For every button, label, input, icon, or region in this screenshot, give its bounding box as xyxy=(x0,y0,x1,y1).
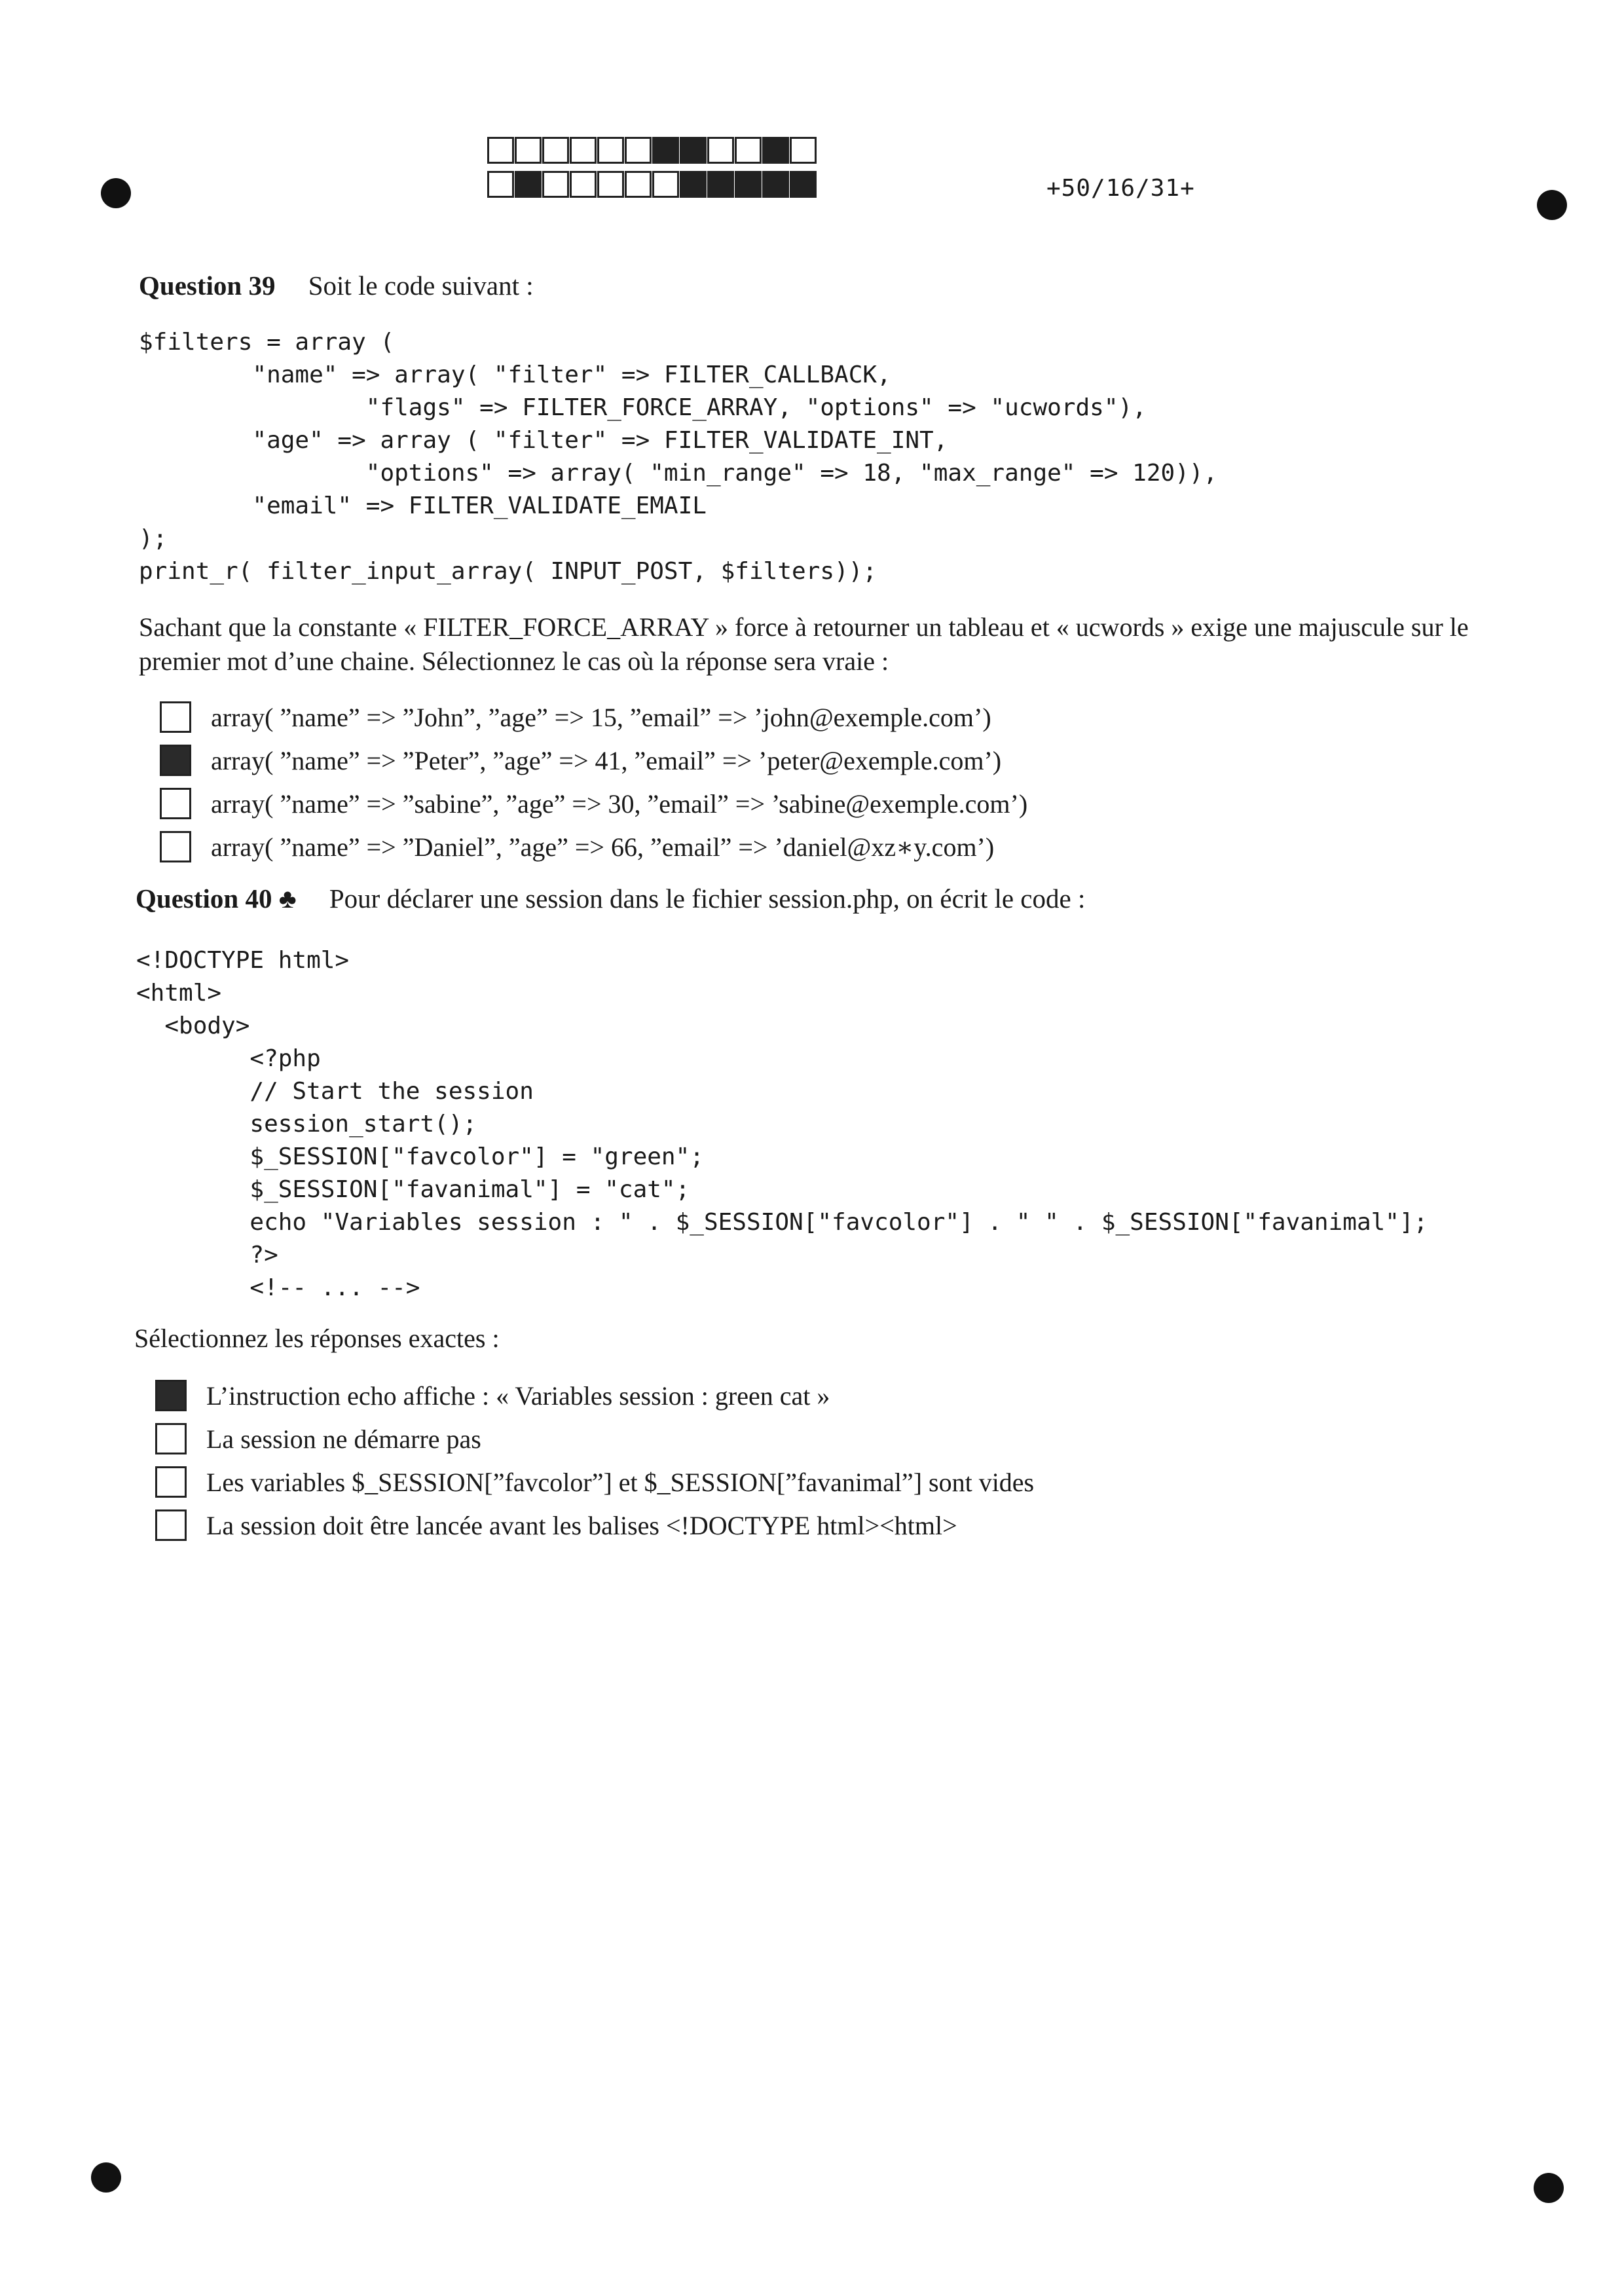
code-box xyxy=(487,171,514,198)
answer-text: array( ”name” => ”Peter”, ”age” => 41, ”email” => ’peter@exemple.com’) xyxy=(211,745,1002,775)
answer-text: La session doit être lancée avant les balises <!DOCTYPE html><html> xyxy=(206,1510,957,1540)
code-box xyxy=(515,171,542,198)
answer-text: L’instruction echo affiche : « Variables session : green cat » xyxy=(206,1380,830,1411)
answer-item[interactable] xyxy=(155,1374,1034,1417)
id-code-row-2 xyxy=(487,171,817,198)
answer-item[interactable] xyxy=(160,782,1027,825)
code-box xyxy=(762,137,789,164)
question-39-label: Question 39 xyxy=(139,270,276,301)
code-box xyxy=(597,171,624,198)
answer-checkbox[interactable] xyxy=(155,1423,187,1454)
code-box xyxy=(735,137,762,164)
code-box xyxy=(652,137,679,164)
answer-item[interactable] xyxy=(155,1417,1034,1460)
code-box xyxy=(790,137,817,164)
answer-text: Les variables $_SESSION[”favcolor”] et $_SESSION[”favanimal”] sont vides xyxy=(206,1467,1035,1497)
code-box xyxy=(625,171,652,198)
registration-mark-bottom-right xyxy=(1534,2173,1564,2203)
question-39-heading xyxy=(139,270,534,301)
answer-item[interactable] xyxy=(160,695,1027,739)
question-39-answers xyxy=(160,695,1027,868)
code-box xyxy=(762,171,789,198)
answer-checkbox[interactable] xyxy=(155,1466,187,1498)
code-box xyxy=(707,171,734,198)
question-39-code: $filters = array ( "name" => array( "filter" => FILTER_CALLBACK, "flags" => FILTER_FORCE_ARRAY, "options" => "ucwords"), "age" => array ( "filter" => FILTER_VALIDATE_INT, "options" => array( "min_range" => 18, "max_range" => 120)), "email" => FILTER_VALIDATE_EMAIL ); print_r( filter_input_array( INPUT_POST, $filters)); xyxy=(139,329,1218,585)
question-40-label: Question 40 ♣ xyxy=(136,883,297,914)
registration-mark-top-right xyxy=(1537,190,1567,220)
code-box xyxy=(570,137,597,164)
question-40-prompt: Pour déclarer une session dans le fichier session.php, on écrit le code : xyxy=(329,883,1086,914)
answer-checkbox[interactable] xyxy=(160,831,191,862)
code-box xyxy=(570,171,597,198)
code-box xyxy=(625,137,652,164)
question-40-instruction: Sélectionnez les réponses exactes : xyxy=(134,1324,500,1353)
code-box xyxy=(707,137,734,164)
code-box xyxy=(515,137,542,164)
code-box xyxy=(652,171,679,198)
answer-checkbox[interactable] xyxy=(160,701,191,733)
answer-text: array( ”name” => ”sabine”, ”age” => 30, ”email” => ’sabine@exemple.com’) xyxy=(211,788,1028,819)
answer-text: array( ”name” => ”Daniel”, ”age” => 66, ”email” => ’daniel@xz∗y.com’) xyxy=(211,832,995,862)
code-box xyxy=(542,137,569,164)
sheet-id: +50/16/31+ xyxy=(1046,175,1195,202)
code-box xyxy=(680,137,707,164)
answer-checkbox[interactable] xyxy=(160,745,191,776)
question-40-heading xyxy=(136,883,1085,914)
code-box xyxy=(597,137,624,164)
answer-checkbox[interactable] xyxy=(160,788,191,819)
answer-item[interactable] xyxy=(160,825,1027,868)
answer-item[interactable] xyxy=(160,739,1027,782)
code-box xyxy=(790,171,817,198)
question-39-prompt: Soit le code suivant : xyxy=(308,270,534,301)
answer-checkbox[interactable] xyxy=(155,1509,187,1541)
question-39-description: Sachant que la constante « FILTER_FORCE_ARRAY » force à retourner un tableau et « ucwords » exige une majuscule sur le premier mot d’une chaine. Sélectionnez le cas où la réponse sera vraie : xyxy=(139,612,1469,676)
registration-mark-top-left xyxy=(101,178,131,208)
registration-mark-bottom-left xyxy=(91,2162,121,2193)
code-box xyxy=(680,171,707,198)
answer-text: array( ”name” => ”John”, ”age” => 15, ”email” => ’john@exemple.com’) xyxy=(211,702,991,732)
code-box xyxy=(735,171,762,198)
code-box xyxy=(542,171,569,198)
answer-checkbox[interactable] xyxy=(155,1380,187,1411)
question-40-code: <!DOCTYPE html> <html> <body> <?php // Start the session session_start(); $_SESSION["favcolor"] = "green"; $_SESSION["favanimal"] = "cat"; echo "Variables session : " . $_SESSION["favcolor"] . " " . $_SESSION["favanimal"]; ?> <!-- ... --> xyxy=(136,947,1428,1301)
answer-text: La session ne démarre pas xyxy=(206,1424,481,1454)
question-40-answers xyxy=(155,1374,1034,1547)
answer-item[interactable] xyxy=(155,1460,1034,1504)
answer-item[interactable] xyxy=(155,1504,1034,1547)
id-code-row-1 xyxy=(487,137,817,164)
code-box xyxy=(487,137,514,164)
